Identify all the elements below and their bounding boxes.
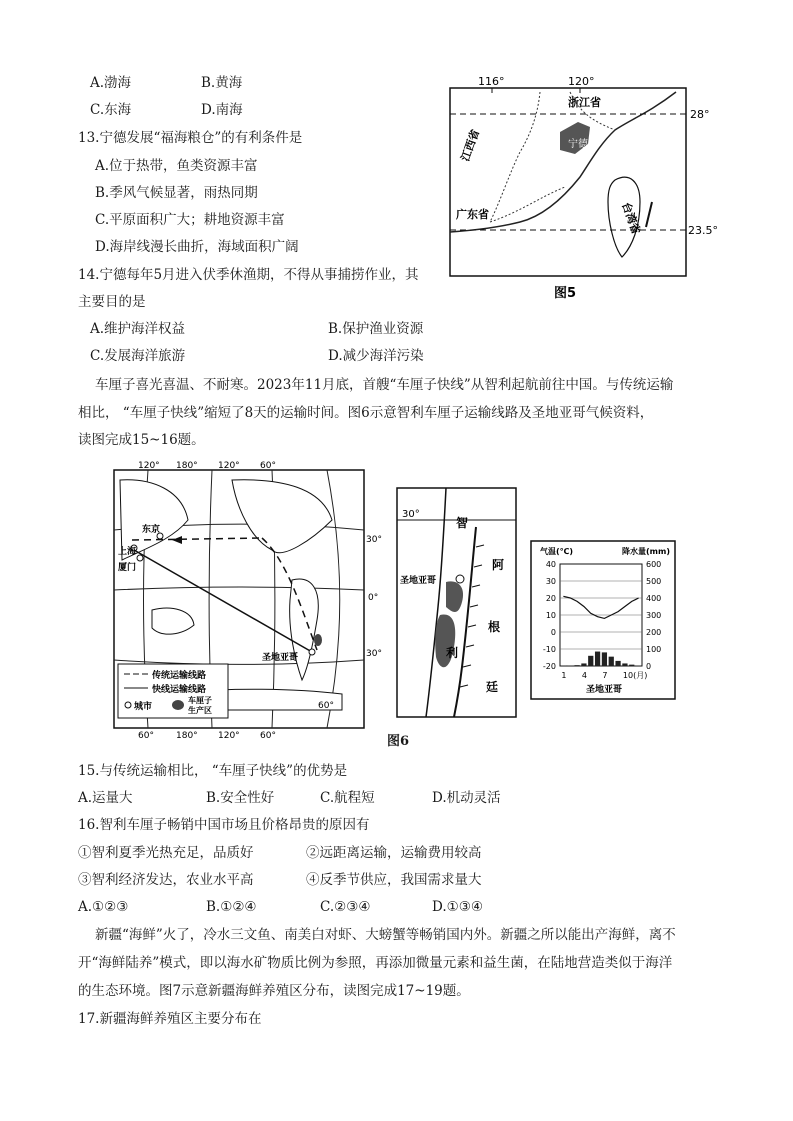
fig6-lon-top-4: 60° xyxy=(260,461,276,471)
climate-left-tick: 10 xyxy=(545,611,556,620)
fig6-lon-top-1: 120° xyxy=(138,461,160,471)
climate-x-tick: 4 xyxy=(581,671,588,680)
climate-precip-bar xyxy=(574,665,579,666)
fig6-lon-bottom-2: 180° xyxy=(176,731,198,740)
q16-option-d: D.①③④ xyxy=(432,899,483,915)
q14-stem-line1: 14.宁德每年5月进入伏季休渔期，不得从事捕捞作业，其 xyxy=(78,267,419,283)
intro19-line2: 开“海鲜陆养”模式，即以海水矿物质比例为参照，再添加微量元素和益生菌，在陆地营造类似于海洋 xyxy=(78,955,673,971)
fig5-guangdong-label: 广东省 xyxy=(456,208,489,221)
q16-option-a: A.①②③ xyxy=(78,899,129,915)
q13-option-c: C.平原面积广大；耕地资源丰富 xyxy=(95,212,285,228)
fig6-lat-0: 0° xyxy=(368,593,379,603)
climate-right-tick: 600 xyxy=(646,560,662,569)
figure-6-world-map xyxy=(112,460,384,740)
q13-option-b: B.季风气候显著，雨热同期 xyxy=(95,185,258,201)
fig6-lat-60: 60° xyxy=(318,701,334,711)
climate-left-tick: -20 xyxy=(542,662,556,671)
intro16-line1: 车厘子喜光喜温、不耐寒。2023年11月底，首艘“车厘子快线”从智利起航前往中国。与传统运输 xyxy=(95,377,674,393)
q15-option-c: C.航程短 xyxy=(320,790,375,806)
q12-option-a: A.渤海 xyxy=(90,75,132,91)
q15-option-a: A.运量大 xyxy=(78,790,133,806)
q16-stem: 16.智利车厘子畅销中国市场且价格昂贵的原因有 xyxy=(78,817,370,833)
q14-option-d: D.减少海洋污染 xyxy=(328,348,424,364)
climate-precip-bar xyxy=(636,665,641,666)
intro16-line3: 读图完成15~16题。 xyxy=(78,432,205,448)
fig5-caption: 图5 xyxy=(554,286,577,301)
fig5-zhejiang-label: 浙江省 xyxy=(568,96,601,109)
climate-left-tick: 40 xyxy=(545,560,556,569)
climate-ylabel-left: 气温(℃) xyxy=(540,547,573,556)
climate-right-tick: 200 xyxy=(646,628,662,637)
q15-stem: 15.与传统运输相比， “车厘子快线”的优势是 xyxy=(78,763,348,779)
climate-left-tick: 30 xyxy=(545,577,556,586)
q16-option-2: ②远距离运输，运输费用较高 xyxy=(306,845,482,861)
fig6-legend-city: 城市 xyxy=(134,702,153,712)
climate-left-tick: 0 xyxy=(550,628,556,637)
climate-precip-bar xyxy=(622,663,627,666)
q16-option-4: ④反季节供应，我国需求量大 xyxy=(306,872,482,888)
climate-right-tick: 300 xyxy=(646,611,662,620)
inset-chile-2: 利 xyxy=(446,646,459,660)
q12-option-b: B.黄海 xyxy=(201,75,243,91)
inset-chile-1: 智 xyxy=(456,516,469,530)
fig6-lon-top-3: 120° xyxy=(218,461,240,471)
climate-precip-bar xyxy=(568,665,573,666)
climate-left-tick: -10 xyxy=(542,645,556,654)
fig6-legend-fast: 快线运输线路 xyxy=(152,685,207,695)
climate-precip-bar xyxy=(595,652,600,666)
q16-option-c: C.②③④ xyxy=(320,899,371,915)
climate-right-tick: 0 xyxy=(646,662,652,671)
q15-option-b: B.安全性好 xyxy=(206,790,275,806)
fig6-xiamen: 厦门 xyxy=(118,563,137,573)
inset-santiago: 圣地亚哥 xyxy=(400,576,437,586)
intro16-line2: 相比， “车厘子快线”缩短了8天的运输时间。图6示意智利车厘子运输线路及圣地亚哥气候资料， xyxy=(78,405,654,421)
climate-precip-bar xyxy=(602,652,607,666)
fig5-lat-28: 28° xyxy=(690,108,710,121)
fig6-legend-traditional: 传统运输线路 xyxy=(152,671,207,681)
fig6-lat-30: 30° xyxy=(366,535,382,545)
q13-option-d: D.海岸线漫长曲折，海域面积广阔 xyxy=(95,239,299,255)
figure-6-chile-inset xyxy=(396,487,518,719)
climate-precip-bar xyxy=(609,657,614,666)
climate-x-tick: 1 xyxy=(561,671,567,680)
q12-option-c: C.东海 xyxy=(90,102,132,118)
inset-arg-2: 根 xyxy=(488,620,501,634)
fig6-legend-area-2: 生产区 xyxy=(188,706,212,715)
climate-x-tick: 10(月) xyxy=(622,671,648,680)
intro19-line3: 的生态环境。图7示意新疆海鲜养殖区分布，读图完成17~19题。 xyxy=(78,983,470,999)
fig5-lon-116: 116° xyxy=(478,75,505,88)
climate-ylabel-right: 降水量(mm) xyxy=(622,547,670,556)
q14-stem-line2: 主要目的是 xyxy=(78,294,146,310)
climate-precip-bar xyxy=(581,663,586,666)
fig6-shanghai: 上海 xyxy=(118,547,137,557)
q12-option-d: D.南海 xyxy=(201,102,243,118)
intro19-line1: 新疆“海鲜”火了，冷水三文鱼、南美白对虾、大螃蟹等畅销国内外。新疆之所以能出产海鲜，离不 xyxy=(95,927,676,943)
climate-city: 圣地亚哥 xyxy=(586,685,623,695)
q14-option-c: C.发展海洋旅游 xyxy=(90,348,186,364)
q16-option-b: B.①②④ xyxy=(206,899,257,915)
q17-stem: 17.新疆海鲜养殖区主要分布在 xyxy=(78,1011,262,1027)
fig5-taiwan-label: 台湾省 xyxy=(619,200,643,237)
q13-option-a: A.位于热带，鱼类资源丰富 xyxy=(95,158,258,174)
q14-option-b: B.保护渔业资源 xyxy=(328,321,424,337)
fig5-lat-23: 23.5° xyxy=(688,224,718,237)
climate-left-tick: 20 xyxy=(545,594,556,603)
fig6-caption: 图6 xyxy=(387,734,410,749)
inset-arg-1: 阿 xyxy=(492,558,505,572)
q15-option-d: D.机动灵活 xyxy=(432,790,501,806)
fig6-tokyo: 东京 xyxy=(142,525,161,535)
climate-precip-bar xyxy=(588,656,593,666)
fig5-ningde-label: 宁德 xyxy=(568,139,588,150)
fig6-legend-area-1: 车厘子 xyxy=(188,696,212,705)
figure-6-climate-chart xyxy=(530,540,676,700)
q14-option-a: A.维护海洋权益 xyxy=(90,321,186,337)
fig6-lon-top-2: 180° xyxy=(176,461,198,471)
climate-right-tick: 100 xyxy=(646,645,662,654)
climate-right-tick: 500 xyxy=(646,577,662,586)
fig6-lon-bottom-4: 60° xyxy=(260,731,276,740)
fig6-lon-bottom-1: 60° xyxy=(138,731,154,740)
fig6-lat-30s: 30° xyxy=(366,649,382,659)
fig6-lon-bottom-3: 120° xyxy=(218,731,240,740)
fig5-lon-120: 120° xyxy=(568,75,595,88)
inset-arg-3: 廷 xyxy=(486,680,499,694)
inset-lat: 30° xyxy=(402,509,420,520)
fig6-santiago: 圣地亚哥 xyxy=(262,653,299,663)
climate-precip-bar xyxy=(615,661,620,666)
climate-x-tick: 7 xyxy=(602,671,608,680)
climate-right-tick: 400 xyxy=(646,594,662,603)
q16-option-1: ①智利夏季光热充足，品质好 xyxy=(78,845,254,861)
climate-precip-bar xyxy=(629,665,634,666)
q13-stem: 13.宁德发展“福海粮仓”的有利条件是 xyxy=(78,130,303,146)
q16-option-3: ③智利经济发达，农业水平高 xyxy=(78,872,254,888)
fig5-jiangxi-label: 江西省 xyxy=(458,127,483,164)
figure-5-map xyxy=(440,72,720,302)
